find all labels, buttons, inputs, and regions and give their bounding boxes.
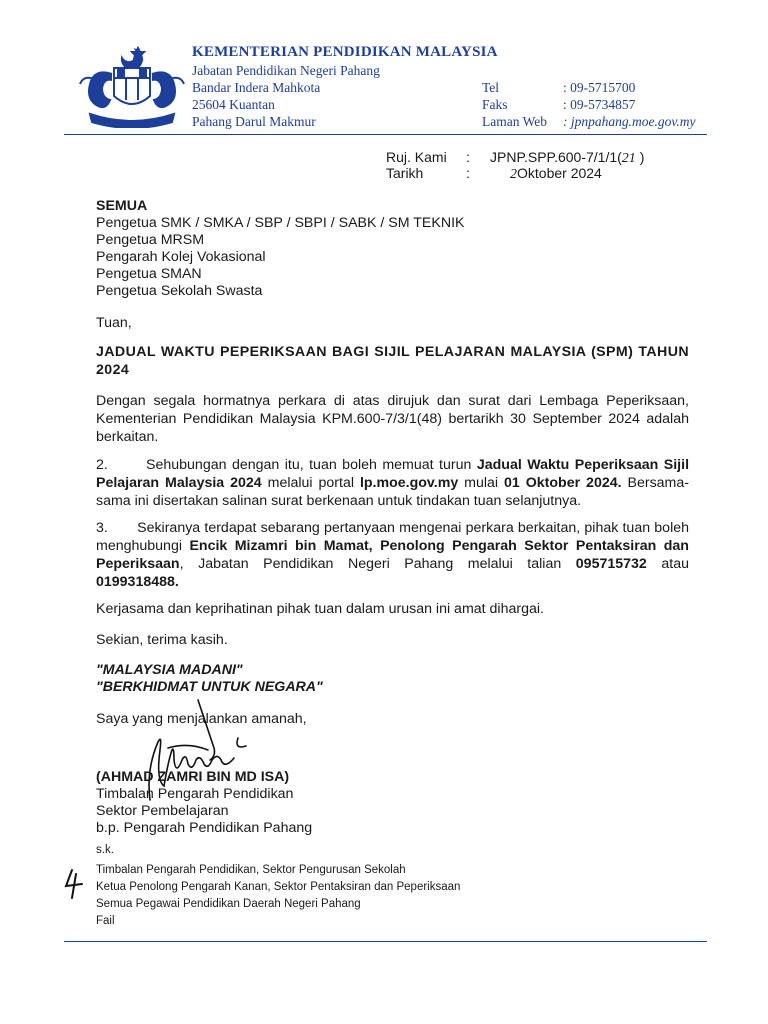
cc-line: Semua Pegawai Pendidikan Daerah Negeri Pahang [96, 898, 361, 910]
phone-number: 0199318488. [96, 574, 179, 590]
paragraph-bold: Jadual Waktu Peperiksaan Sijil Pelajaran Malaysia 2024 [96, 457, 690, 491]
signatory-title: b.p. Pengarah Pendidikan Pahang [96, 820, 313, 836]
address-line: Jabatan Pendidikan Negeri Pahang [192, 63, 380, 78]
motto-line: "BERKHIDMAT UNTUK NEGARA" [96, 679, 323, 695]
contact-value-web[interactable]: : jpnpahang.moe.gov.my [563, 114, 696, 129]
recipient-line: Pengetua SMK / SMKA / SBP / SBPI / SABK / SM TEKNIK [96, 215, 465, 231]
date-month-year: Oktober 2024 [517, 165, 602, 181]
paragraph-1: Dengan segala hormatnya perkara di atas dirujuk dan surat dari Lembaga Peperiksaan, Kementerian Pendidikan Malaysia KPM.600-7/3/1(48) bertarikh 30 September 2024 adalah berkaitan. [96, 393, 689, 445]
ministry-name: KEMENTERIAN PENDIDIKAN MALAYSIA [192, 44, 498, 60]
date-handwritten-day: 2 [510, 167, 517, 182]
handwritten-mark-icon [62, 868, 88, 900]
address-line: Pahang Darul Makmur [192, 114, 316, 129]
recipient-line: Pengetua MRSM [96, 232, 205, 248]
contact-label-web: Laman Web [482, 114, 548, 129]
motto-line: "MALAYSIA MADANI" [96, 662, 243, 678]
cc-line: Ketua Penolong Pengarah Kanan, Sektor Pentaksiran dan Peperiksaan [96, 881, 461, 893]
contact-label-fax: Faks [482, 97, 508, 112]
paragraph-3 [96, 519, 689, 591]
ref-close: ) [639, 149, 645, 165]
closing: Sekian, terima kasih. [96, 632, 228, 648]
contact-value-tel: : 09-5715700 [563, 80, 636, 95]
address-line: Bandar Indera Mahkota [192, 80, 321, 95]
signatory-title: Timbalan Pengarah Pendidikan [96, 786, 294, 802]
paragraph-2 [96, 456, 689, 510]
paragraph-bold: Encik Mizamri bin Mamat, Penolong Pengarah Sektor Pentaksiran dan Peperiksaan [96, 538, 689, 572]
cc-line: Timbalan Pengarah Pendidikan, Sektor Pengurusan Sekolah [96, 864, 406, 876]
portal-link[interactable]: lp.moe.gov.my [359, 475, 459, 491]
ref-colon: : [466, 149, 470, 165]
trust-line: Saya yang menjalankan amanah, [96, 711, 307, 727]
date-value [510, 164, 602, 184]
footer-divider [64, 941, 707, 942]
paragraph-text: Bersama-sama ini disertakan salinan surat berkenaan untuk tindakan tuan selanjutnya. [96, 475, 689, 509]
coat-of-arms-logo [76, 44, 188, 128]
ref-handwritten: 21 [621, 151, 636, 166]
paragraph-text: atau [646, 556, 689, 572]
paragraph-4: Kerjasama dan keprihatinan pihak tuan dalam urusan ini amat dihargai. [96, 601, 544, 617]
paragraph-number: 3. [96, 520, 108, 536]
recipient-line: Pengetua Sekolah Swasta [96, 283, 263, 299]
paragraph-text: Sehubungan dengan itu, tuan boleh memuat turun [146, 457, 477, 473]
signatory-name: (AHMAD ZAMRI BIN MD ISA) [96, 769, 290, 785]
ref-label: Ruj. Kami [386, 149, 447, 165]
paragraph-text: mulai [458, 475, 504, 491]
signatory-title: Sektor Pembelajaran [96, 803, 229, 819]
contact-label-tel: Tel [482, 80, 500, 95]
salutation: Tuan, [96, 315, 132, 331]
letterhead-divider [64, 134, 707, 135]
phone-number: 095715732 [575, 556, 647, 572]
cc-label: s.k. [96, 844, 114, 856]
contact-value-fax: : 09-5734857 [563, 97, 636, 112]
subject-line: JADUAL WAKTU PEPERIKSAAN BAGI SIJIL PELAJARAN MALAYSIA (SPM) TAHUN 2024 [96, 344, 689, 378]
recipient-line: Pengarah Kolej Vokasional [96, 249, 266, 265]
paragraph-number: 2. [96, 457, 108, 473]
recipient-line: Pengetua SMAN [96, 266, 202, 282]
address-line: 25604 Kuantan [192, 97, 275, 112]
date-label: Tarikh [386, 165, 424, 181]
paragraph-text: melalui portal [261, 475, 360, 491]
paragraph-bold: 01 Oktober 2024. [504, 475, 622, 491]
ref-value: JPNP.SPP.600-7/1/1( [490, 149, 622, 165]
paragraph-text: Sekiranya terdapat sebarang pertanyaan mengenai perkara berkaitan, pihak tuan boleh menghubungi [96, 520, 689, 554]
recipients-heading: SEMUA [96, 198, 148, 214]
date-colon: : [466, 165, 470, 181]
cc-line: Fail [96, 915, 115, 927]
paragraph-text: , Jabatan Pendidikan Negeri Pahang melalui talian [179, 556, 576, 572]
